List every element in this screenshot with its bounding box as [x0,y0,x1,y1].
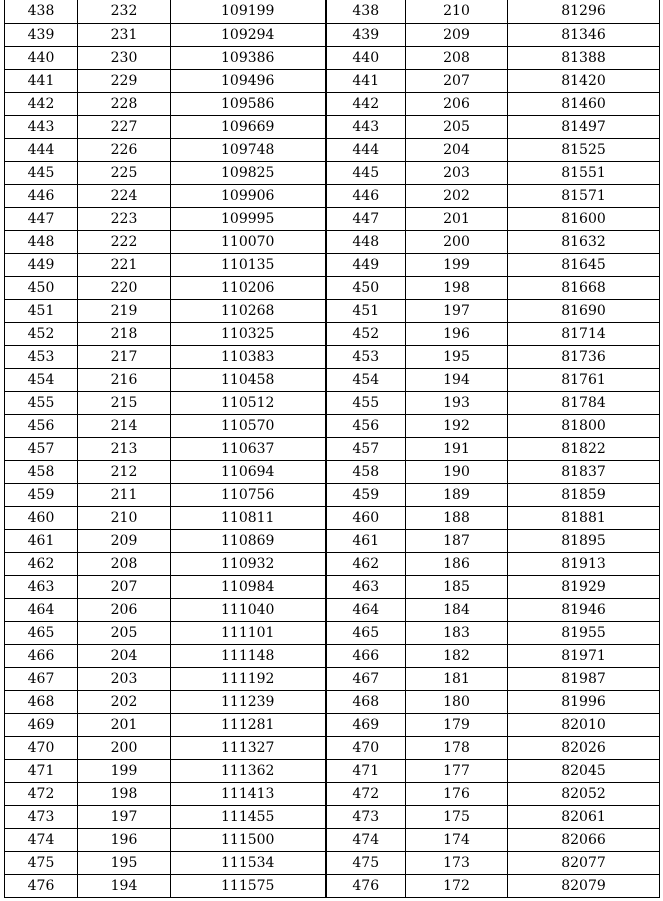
rank-a-cell: 453 [5,346,78,369]
table-row [5,300,660,323]
count-b-cell: 176 [406,783,508,806]
count-a-cell: 202 [78,691,171,714]
table-row [5,231,660,254]
count-b-cell: 200 [406,231,508,254]
count-a-cell: 231 [78,24,171,47]
count-b-cell: 192 [406,415,508,438]
count-a-cell: 225 [78,162,171,185]
rank-a-cell: 444 [5,139,78,162]
rank-a-cell: 456 [5,415,78,438]
rank-b-cell: 466 [326,645,406,668]
count-b-cell: 198 [406,277,508,300]
table-row [5,185,660,208]
rank-a-cell: 440 [5,47,78,70]
count-a-cell: 196 [78,829,171,852]
count-a-cell: 205 [78,622,171,645]
rank-a-cell: 442 [5,93,78,116]
rank-b-cell: 476 [326,875,406,898]
count-b-cell: 205 [406,116,508,139]
count-b-cell: 203 [406,162,508,185]
table-body [5,0,660,898]
score-ranking-table [4,0,660,898]
rank-a-cell: 439 [5,24,78,47]
table-row [5,484,660,507]
cumulative-a-cell: 111534 [171,852,326,875]
count-a-cell: 224 [78,185,171,208]
rank-b-cell: 463 [326,576,406,599]
count-a-cell: 204 [78,645,171,668]
rank-a-cell: 441 [5,70,78,93]
cumulative-a-cell: 110325 [171,323,326,346]
table-row [5,461,660,484]
table-row [5,415,660,438]
count-a-cell: 222 [78,231,171,254]
cumulative-a-cell: 109748 [171,139,326,162]
table-row [5,277,660,300]
cumulative-a-cell: 110070 [171,231,326,254]
count-a-cell: 195 [78,852,171,875]
rank-b-cell: 444 [326,139,406,162]
count-a-cell: 206 [78,599,171,622]
table-row [5,0,660,24]
rank-b-cell: 440 [326,47,406,70]
rank-a-cell: 470 [5,737,78,760]
cumulative-b-cell: 82010 [508,714,660,737]
table-row [5,806,660,829]
table-row [5,438,660,461]
count-b-cell: 178 [406,737,508,760]
rank-a-cell: 450 [5,277,78,300]
rank-a-cell: 461 [5,530,78,553]
rank-a-cell: 466 [5,645,78,668]
cumulative-b-cell: 81296 [508,0,660,24]
count-b-cell: 174 [406,829,508,852]
count-a-cell: 226 [78,139,171,162]
count-a-cell: 215 [78,392,171,415]
cumulative-a-cell: 109586 [171,93,326,116]
table-row [5,116,660,139]
rank-a-cell: 476 [5,875,78,898]
rank-b-cell: 455 [326,392,406,415]
cumulative-a-cell: 111148 [171,645,326,668]
count-b-cell: 173 [406,852,508,875]
rank-a-cell: 471 [5,760,78,783]
rank-a-cell: 445 [5,162,78,185]
cumulative-a-cell: 110984 [171,576,326,599]
rank-a-cell: 449 [5,254,78,277]
rank-b-cell: 447 [326,208,406,231]
cumulative-b-cell: 82077 [508,852,660,875]
rank-a-cell: 457 [5,438,78,461]
cumulative-b-cell: 81822 [508,438,660,461]
cumulative-a-cell: 111192 [171,668,326,691]
count-a-cell: 199 [78,760,171,783]
cumulative-b-cell: 81784 [508,392,660,415]
count-b-cell: 210 [406,0,508,24]
cumulative-b-cell: 81946 [508,599,660,622]
rank-a-cell: 467 [5,668,78,691]
cumulative-a-cell: 109906 [171,185,326,208]
count-b-cell: 201 [406,208,508,231]
cumulative-b-cell: 81497 [508,116,660,139]
cumulative-b-cell: 82045 [508,760,660,783]
rank-b-cell: 473 [326,806,406,829]
count-a-cell: 232 [78,0,171,24]
rank-a-cell: 473 [5,806,78,829]
count-b-cell: 193 [406,392,508,415]
cumulative-a-cell: 110458 [171,369,326,392]
rank-b-cell: 442 [326,93,406,116]
rank-b-cell: 451 [326,300,406,323]
rank-a-cell: 460 [5,507,78,530]
cumulative-b-cell: 81460 [508,93,660,116]
rank-a-cell: 447 [5,208,78,231]
rank-a-cell: 474 [5,829,78,852]
count-b-cell: 189 [406,484,508,507]
cumulative-b-cell: 81600 [508,208,660,231]
cumulative-a-cell: 111040 [171,599,326,622]
count-a-cell: 208 [78,553,171,576]
rank-a-cell: 462 [5,553,78,576]
count-b-cell: 199 [406,254,508,277]
cumulative-a-cell: 111327 [171,737,326,760]
count-b-cell: 181 [406,668,508,691]
count-b-cell: 180 [406,691,508,714]
count-b-cell: 208 [406,47,508,70]
table-row [5,392,660,415]
table-row [5,737,660,760]
cumulative-a-cell: 109294 [171,24,326,47]
cumulative-b-cell: 81525 [508,139,660,162]
cumulative-a-cell: 109386 [171,47,326,70]
count-a-cell: 200 [78,737,171,760]
cumulative-b-cell: 81388 [508,47,660,70]
rank-a-cell: 446 [5,185,78,208]
cumulative-a-cell: 111101 [171,622,326,645]
count-b-cell: 191 [406,438,508,461]
rank-a-cell: 459 [5,484,78,507]
cumulative-b-cell: 81971 [508,645,660,668]
count-a-cell: 211 [78,484,171,507]
table-row [5,208,660,231]
cumulative-a-cell: 109669 [171,116,326,139]
rank-b-cell: 471 [326,760,406,783]
cumulative-b-cell: 82066 [508,829,660,852]
cumulative-b-cell: 81632 [508,231,660,254]
rank-b-cell: 445 [326,162,406,185]
table-row [5,668,660,691]
table-row [5,93,660,116]
rank-a-cell: 438 [5,0,78,24]
count-b-cell: 204 [406,139,508,162]
rank-a-cell: 455 [5,392,78,415]
count-a-cell: 197 [78,806,171,829]
cumulative-a-cell: 110811 [171,507,326,530]
count-b-cell: 196 [406,323,508,346]
cumulative-b-cell: 81420 [508,70,660,93]
rank-b-cell: 454 [326,369,406,392]
count-b-cell: 183 [406,622,508,645]
rank-b-cell: 459 [326,484,406,507]
count-a-cell: 217 [78,346,171,369]
rank-b-cell: 462 [326,553,406,576]
cumulative-b-cell: 81859 [508,484,660,507]
count-a-cell: 201 [78,714,171,737]
cumulative-b-cell: 81668 [508,277,660,300]
cumulative-b-cell: 81929 [508,576,660,599]
table-row [5,829,660,852]
rank-b-cell: 453 [326,346,406,369]
count-a-cell: 227 [78,116,171,139]
count-b-cell: 177 [406,760,508,783]
table-row [5,530,660,553]
table-row [5,162,660,185]
count-b-cell: 190 [406,461,508,484]
table-row [5,645,660,668]
cumulative-b-cell: 81837 [508,461,660,484]
count-a-cell: 216 [78,369,171,392]
rank-b-cell: 470 [326,737,406,760]
cumulative-b-cell: 81571 [508,185,660,208]
table-row [5,369,660,392]
rank-b-cell: 456 [326,415,406,438]
table-row [5,576,660,599]
table-row [5,760,660,783]
rank-b-cell: 467 [326,668,406,691]
cumulative-a-cell: 109496 [171,70,326,93]
count-b-cell: 206 [406,93,508,116]
count-a-cell: 229 [78,70,171,93]
count-b-cell: 172 [406,875,508,898]
count-b-cell: 185 [406,576,508,599]
cumulative-a-cell: 110383 [171,346,326,369]
rank-a-cell: 464 [5,599,78,622]
rank-b-cell: 472 [326,783,406,806]
cumulative-b-cell: 81881 [508,507,660,530]
count-a-cell: 198 [78,783,171,806]
table-row [5,24,660,47]
rank-a-cell: 443 [5,116,78,139]
count-b-cell: 187 [406,530,508,553]
rank-b-cell: 461 [326,530,406,553]
cumulative-a-cell: 111575 [171,875,326,898]
rank-a-cell: 454 [5,369,78,392]
count-a-cell: 223 [78,208,171,231]
table-row [5,599,660,622]
count-a-cell: 194 [78,875,171,898]
rank-b-cell: 446 [326,185,406,208]
cumulative-b-cell: 81955 [508,622,660,645]
cumulative-b-cell: 81714 [508,323,660,346]
table-row [5,714,660,737]
cumulative-b-cell: 81736 [508,346,660,369]
count-a-cell: 220 [78,277,171,300]
table-row [5,139,660,162]
count-b-cell: 194 [406,369,508,392]
rank-b-cell: 443 [326,116,406,139]
table-row [5,47,660,70]
cumulative-a-cell: 111500 [171,829,326,852]
rank-b-cell: 464 [326,599,406,622]
count-b-cell: 186 [406,553,508,576]
table-row [5,507,660,530]
cumulative-b-cell: 81895 [508,530,660,553]
cumulative-b-cell: 82026 [508,737,660,760]
count-a-cell: 214 [78,415,171,438]
cumulative-b-cell: 81346 [508,24,660,47]
cumulative-a-cell: 110932 [171,553,326,576]
count-a-cell: 203 [78,668,171,691]
count-a-cell: 218 [78,323,171,346]
count-b-cell: 202 [406,185,508,208]
cumulative-a-cell: 110512 [171,392,326,415]
rank-b-cell: 469 [326,714,406,737]
rank-b-cell: 468 [326,691,406,714]
table-row [5,254,660,277]
count-b-cell: 184 [406,599,508,622]
rank-a-cell: 468 [5,691,78,714]
table-row [5,346,660,369]
cumulative-a-cell: 110756 [171,484,326,507]
cumulative-b-cell: 81551 [508,162,660,185]
table-row [5,783,660,806]
cumulative-a-cell: 109825 [171,162,326,185]
table-row [5,622,660,645]
rank-a-cell: 475 [5,852,78,875]
count-a-cell: 221 [78,254,171,277]
rank-a-cell: 463 [5,576,78,599]
cumulative-b-cell: 81690 [508,300,660,323]
rank-b-cell: 448 [326,231,406,254]
rank-b-cell: 449 [326,254,406,277]
cumulative-a-cell: 110869 [171,530,326,553]
cumulative-b-cell: 81913 [508,553,660,576]
table-row [5,70,660,93]
count-b-cell: 207 [406,70,508,93]
cumulative-a-cell: 111281 [171,714,326,737]
cumulative-b-cell: 82061 [508,806,660,829]
table-row [5,875,660,898]
rank-b-cell: 474 [326,829,406,852]
table-row [5,852,660,875]
cumulative-b-cell: 82052 [508,783,660,806]
cumulative-a-cell: 110135 [171,254,326,277]
rank-b-cell: 441 [326,70,406,93]
count-b-cell: 175 [406,806,508,829]
cumulative-a-cell: 109995 [171,208,326,231]
cumulative-a-cell: 110694 [171,461,326,484]
count-a-cell: 230 [78,47,171,70]
count-a-cell: 209 [78,530,171,553]
rank-b-cell: 450 [326,277,406,300]
count-b-cell: 195 [406,346,508,369]
rank-b-cell: 465 [326,622,406,645]
rank-b-cell: 438 [326,0,406,24]
count-a-cell: 228 [78,93,171,116]
rank-b-cell: 452 [326,323,406,346]
cumulative-b-cell: 81987 [508,668,660,691]
rank-a-cell: 448 [5,231,78,254]
cumulative-b-cell: 81761 [508,369,660,392]
cumulative-b-cell: 81645 [508,254,660,277]
table-row [5,553,660,576]
cumulative-a-cell: 111413 [171,783,326,806]
cumulative-a-cell: 111455 [171,806,326,829]
rank-a-cell: 451 [5,300,78,323]
rank-a-cell: 465 [5,622,78,645]
rank-a-cell: 469 [5,714,78,737]
count-a-cell: 207 [78,576,171,599]
cumulative-a-cell: 109199 [171,0,326,24]
count-a-cell: 212 [78,461,171,484]
cumulative-a-cell: 110206 [171,277,326,300]
cumulative-b-cell: 81996 [508,691,660,714]
rank-a-cell: 452 [5,323,78,346]
count-b-cell: 209 [406,24,508,47]
rank-a-cell: 458 [5,461,78,484]
table-row [5,691,660,714]
rank-b-cell: 458 [326,461,406,484]
cumulative-b-cell: 82079 [508,875,660,898]
rank-b-cell: 475 [326,852,406,875]
rank-b-cell: 439 [326,24,406,47]
count-b-cell: 197 [406,300,508,323]
cumulative-a-cell: 111362 [171,760,326,783]
cumulative-a-cell: 110637 [171,438,326,461]
cumulative-a-cell: 111239 [171,691,326,714]
cumulative-a-cell: 110268 [171,300,326,323]
count-a-cell: 213 [78,438,171,461]
cumulative-a-cell: 110570 [171,415,326,438]
count-a-cell: 219 [78,300,171,323]
count-b-cell: 179 [406,714,508,737]
cumulative-b-cell: 81800 [508,415,660,438]
count-b-cell: 188 [406,507,508,530]
count-a-cell: 210 [78,507,171,530]
rank-b-cell: 460 [326,507,406,530]
count-b-cell: 182 [406,645,508,668]
rank-b-cell: 457 [326,438,406,461]
rank-a-cell: 472 [5,783,78,806]
table-row [5,323,660,346]
